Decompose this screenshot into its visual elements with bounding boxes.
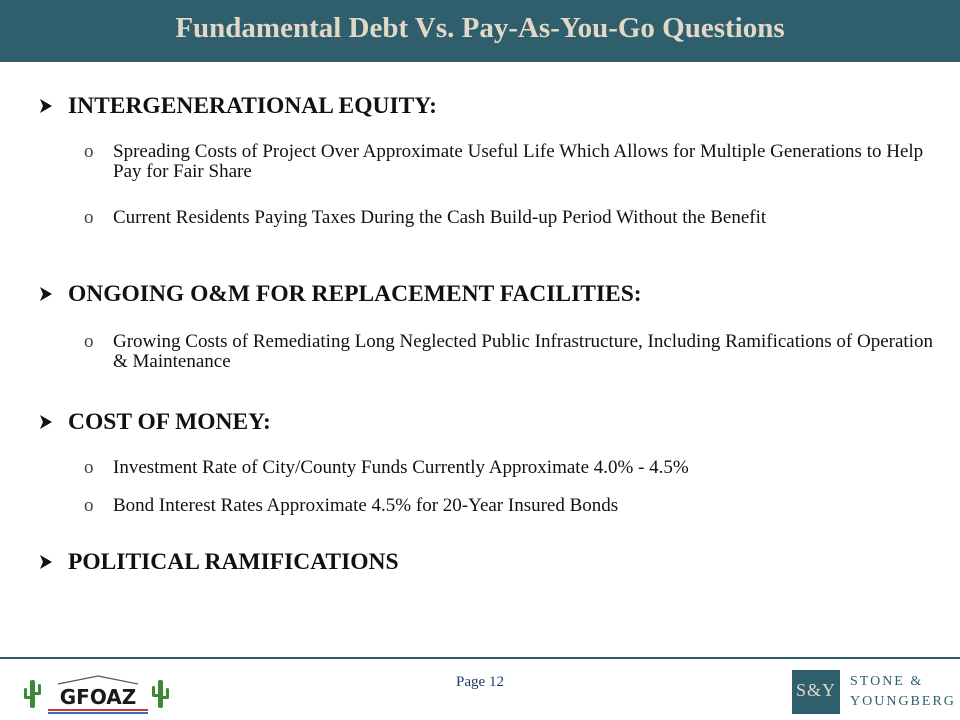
sy-monogram-text: S&Y [795,680,836,700]
sy-monogram [792,670,840,714]
section-heading-label: ONGOING O&M FOR REPLACEMENT FACILITIES: [68,281,642,307]
firm-name-line1: STONE & [850,674,924,689]
list-item-text: Growing Costs of Remediating Long Neglected Public Infrastructure, Including Ramifications of Operation & Maintenance [113,331,933,372]
arrow-bullet-icon [38,406,56,438]
stone-youngberg-logo [792,670,956,714]
gfoaz-logo-text: GFOAZ [59,685,137,709]
section-heading-label: INTERGENERATIONAL EQUITY: [68,93,437,119]
list-item-text: Investment Rate of City/County Funds Currently Approximate 4.0% - 4.5% [113,457,689,478]
circle-bullet-icon: o [84,495,94,516]
arrow-bullet-icon [38,90,56,122]
list-item [84,332,934,374]
section-heading-label: POLITICAL RAMIFICATIONS [68,549,399,575]
list-item-text: Current Residents Paying Taxes During the Cash Build-up Period Without the Benefit [113,207,767,228]
list-item [84,208,934,250]
page-number: Page 12 [456,674,504,690]
section-heading-label: COST OF MONEY: [68,409,271,435]
firm-name-line2: YOUNGBERG [850,694,956,709]
list-item-text: Spreading Costs of Project Over Approximate Useful Life Which Allows for Multiple Generations to Help Pay for Fair Share [113,141,924,182]
list-item [84,458,934,480]
circle-bullet-icon: o [84,457,94,478]
arrow-bullet-icon [38,546,56,578]
list-item [84,142,934,184]
list-item-text: Bond Interest Rates Approximate 4.5% for 20-Year Insured Bonds [113,495,619,516]
title-bar [0,0,960,62]
circle-bullet-icon: o [84,207,94,228]
list-item [84,496,934,518]
circle-bullet-icon: o [84,141,94,162]
page-title: Fundamental Debt Vs. Pay-As-You-Go Questions [175,12,785,44]
footer-divider [0,657,960,659]
circle-bullet-icon: o [84,331,94,352]
arrow-bullet-icon [38,278,56,310]
